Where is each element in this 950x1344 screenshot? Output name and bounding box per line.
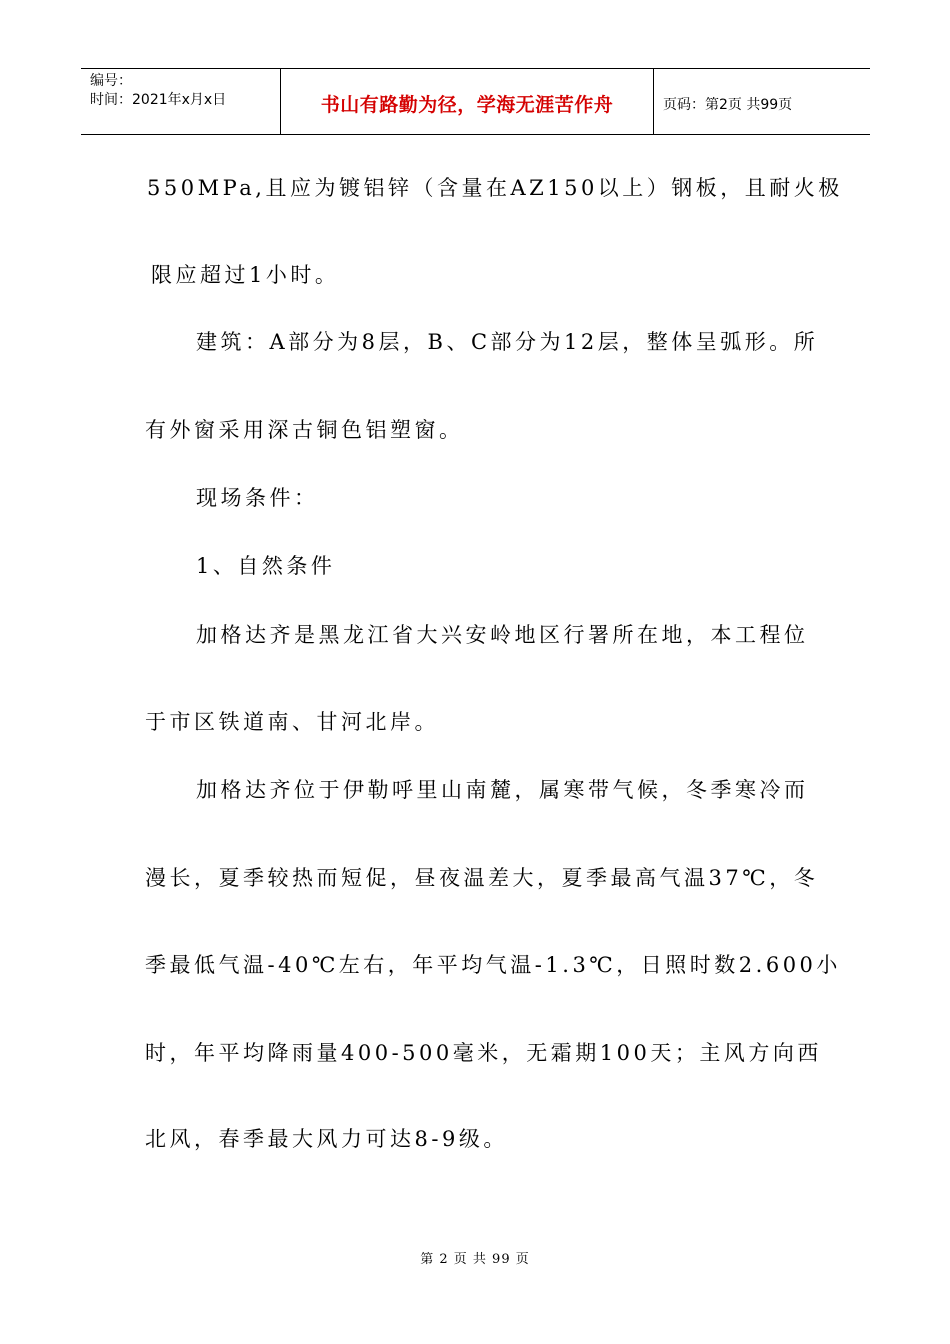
document-header bbox=[81, 68, 870, 135]
body-line: 1、自然条件 bbox=[196, 554, 336, 578]
header-page-cell bbox=[654, 69, 870, 134]
document-number-label: 编号： bbox=[90, 73, 132, 89]
body-line: 北风，春季最大风力可达8-9级。 bbox=[145, 1127, 508, 1151]
body-line: 于市区铁道南、甘河北岸。 bbox=[145, 710, 439, 734]
body-line: 季最低气温-40℃左右，年平均气温-1.3℃，日照时数2.600小 bbox=[145, 953, 841, 977]
header-meta-cell bbox=[81, 69, 281, 134]
body-line: 加格达齐位于伊勒呼里山南麓，属寒带气候，冬季寒冷而 bbox=[196, 778, 809, 802]
document-time-label: 时间：2021年x月x日 bbox=[90, 92, 227, 108]
header-motto-cell bbox=[281, 69, 654, 134]
body-line: 有外窗采用深古铜色铝塑窗。 bbox=[145, 418, 464, 442]
body-line: 现场条件： bbox=[196, 486, 319, 510]
body-line: 加格达齐是黑龙江省大兴安岭地区行署所在地，本工程位 bbox=[196, 623, 809, 647]
header-page-code: 页码：第2页 共99页 bbox=[663, 96, 793, 113]
body-line: 550MPa,且应为镀铝锌（含量在AZ150以上）钢板，且耐火极 bbox=[147, 176, 843, 200]
header-motto: 书山有路勤为径，学海无涯苦作舟 bbox=[320, 94, 614, 116]
page-footer: 第 2 页 共 99 页 bbox=[420, 1252, 530, 1267]
body-line: 建筑：A部分为8层，B、C部分为12层，整体呈弧形。所 bbox=[196, 330, 819, 354]
body-line: 漫长，夏季较热而短促，昼夜温差大，夏季最高气温37℃，冬 bbox=[145, 866, 819, 890]
body-line: 时，年平均降雨量400-500毫米，无霜期100天；主风方向西 bbox=[145, 1041, 822, 1065]
body-line: 限应超过1小时。 bbox=[151, 263, 340, 287]
